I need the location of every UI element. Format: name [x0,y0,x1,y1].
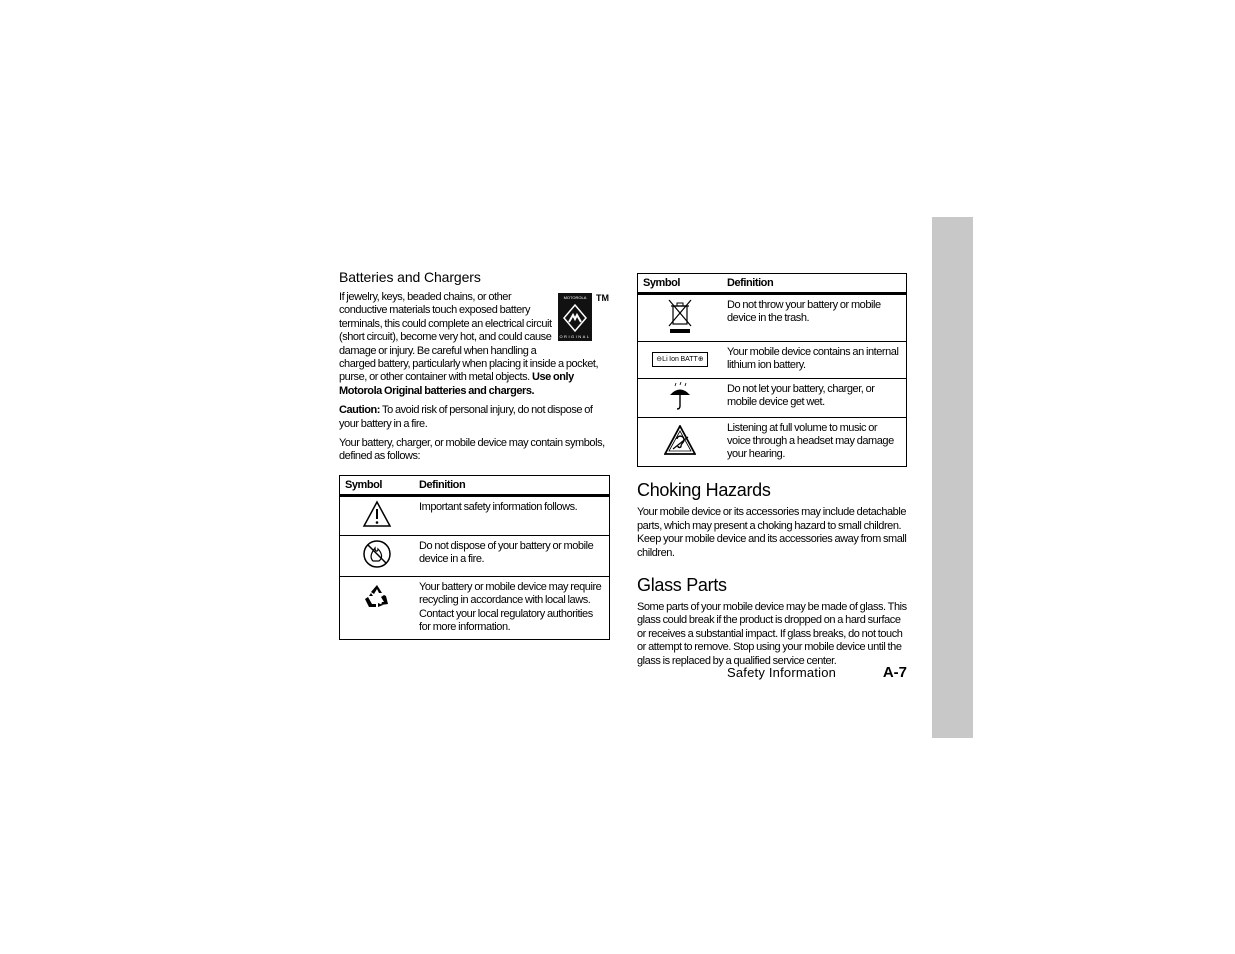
crossed-bin-icon [667,298,693,334]
motorola-logo-badge [558,293,592,341]
definition-header: Definition [722,274,907,294]
definition-cell: Your mobile device contains an internal lithium ion battery. [722,342,907,378]
definition-cell: Do not throw your battery or mobile device in the trash. [727,299,881,325]
definition-cell: Do not let your battery, charger, or mobile device get wet. [722,378,907,417]
table-row [340,577,610,640]
choking-text: Your mobile device or its accessories may include detachable parts, which may present a choking hazard to small children. Keep your mobile device and its accessories away from small children. [637,506,907,559]
choking-heading: Choking Hazards [637,480,771,501]
hearing-warning-icon [664,425,696,455]
caution-text: To avoid risk of personal injury, do not dispose of your battery in a fire. [339,404,593,430]
table-row [638,342,907,378]
logo-bottom-text: ORIGINAL [559,334,591,339]
logo-top-text: MOTOROLA [563,295,587,300]
right-column [637,273,907,674]
trademark-mark: TM [596,293,609,303]
table-row [340,536,610,577]
no-fire-icon [362,539,392,569]
symbol-cell [340,577,415,640]
symbol-cell [638,378,723,417]
definition-header: Definition [414,475,610,495]
table-row [638,378,907,417]
motorola-emblem-icon [562,303,588,333]
symbol-header: Symbol [638,274,723,294]
warning-triangle-icon [362,500,392,528]
symbol-cell [638,342,723,378]
symbol-header: Symbol [340,475,415,495]
symbols-intro: Your battery, charger, or mobile device may contain symbols, defined as follows: [339,437,605,463]
symbol-cell [638,417,723,467]
umbrella-rain-icon [668,382,692,410]
side-tab-strip [932,217,973,738]
glass-text: Some parts of your mobile device may be made of glass. This glass could break if the product is dropped on a hard surface or receives a substantial impact. If glass breaks, do not touch or attempt to remove. Stop using your mobile device until the glass is replaced by a qualified service center. [637,601,907,667]
batteries-heading: Batteries and Chargers [339,269,481,285]
intro-bold: Use only Motorola Original batteries and chargers. [339,371,574,397]
symbol-cell [638,294,723,342]
symbol-cell [340,536,415,577]
left-column [339,268,610,640]
definition-cell: Important safety information follows. [419,500,578,513]
recycle-icon [364,583,390,609]
definition-cell: Listening at full volume to music or voice through a headset may damage your hearing. [722,417,907,467]
right-symbols-table [637,273,907,467]
table-row [638,417,907,467]
caution-label: Caution: [339,404,381,417]
table-row [638,294,907,342]
page-number: A-7 [882,664,907,681]
left-symbols-table [339,475,610,640]
table-row [340,495,610,535]
table-header-row [638,274,907,294]
table-header-row [340,475,610,495]
battery-label: Li Ion BATT [662,356,698,364]
glass-heading: Glass Parts [637,575,727,596]
motorola-original-logo [558,293,612,343]
definition-cell: Your battery or mobile device may require recycling in accordance with local laws. Contact your local regulatory authorities for more information. [414,577,610,640]
footer-section-title: Safety Information [727,665,837,680]
intro-body: If jewelry, keys, beaded chains, or other conductive materials touch exposed battery terminals, this could complete an electrical circuit (short circuit), become very hot, and could cause damage or injury. Be careful when handling a charged battery, particularly when placing it inside a pocket, purse, or other container with metal objects. [339,291,599,384]
caution-paragraph [339,404,610,431]
batteries-intro [339,291,610,398]
definition-cell: Do not dispose of your battery or mobile device in a fire. [414,536,610,577]
symbol-cell [340,495,415,535]
li-ion-battery-icon: ⊖Li Ion BATT⊕ [652,352,707,367]
